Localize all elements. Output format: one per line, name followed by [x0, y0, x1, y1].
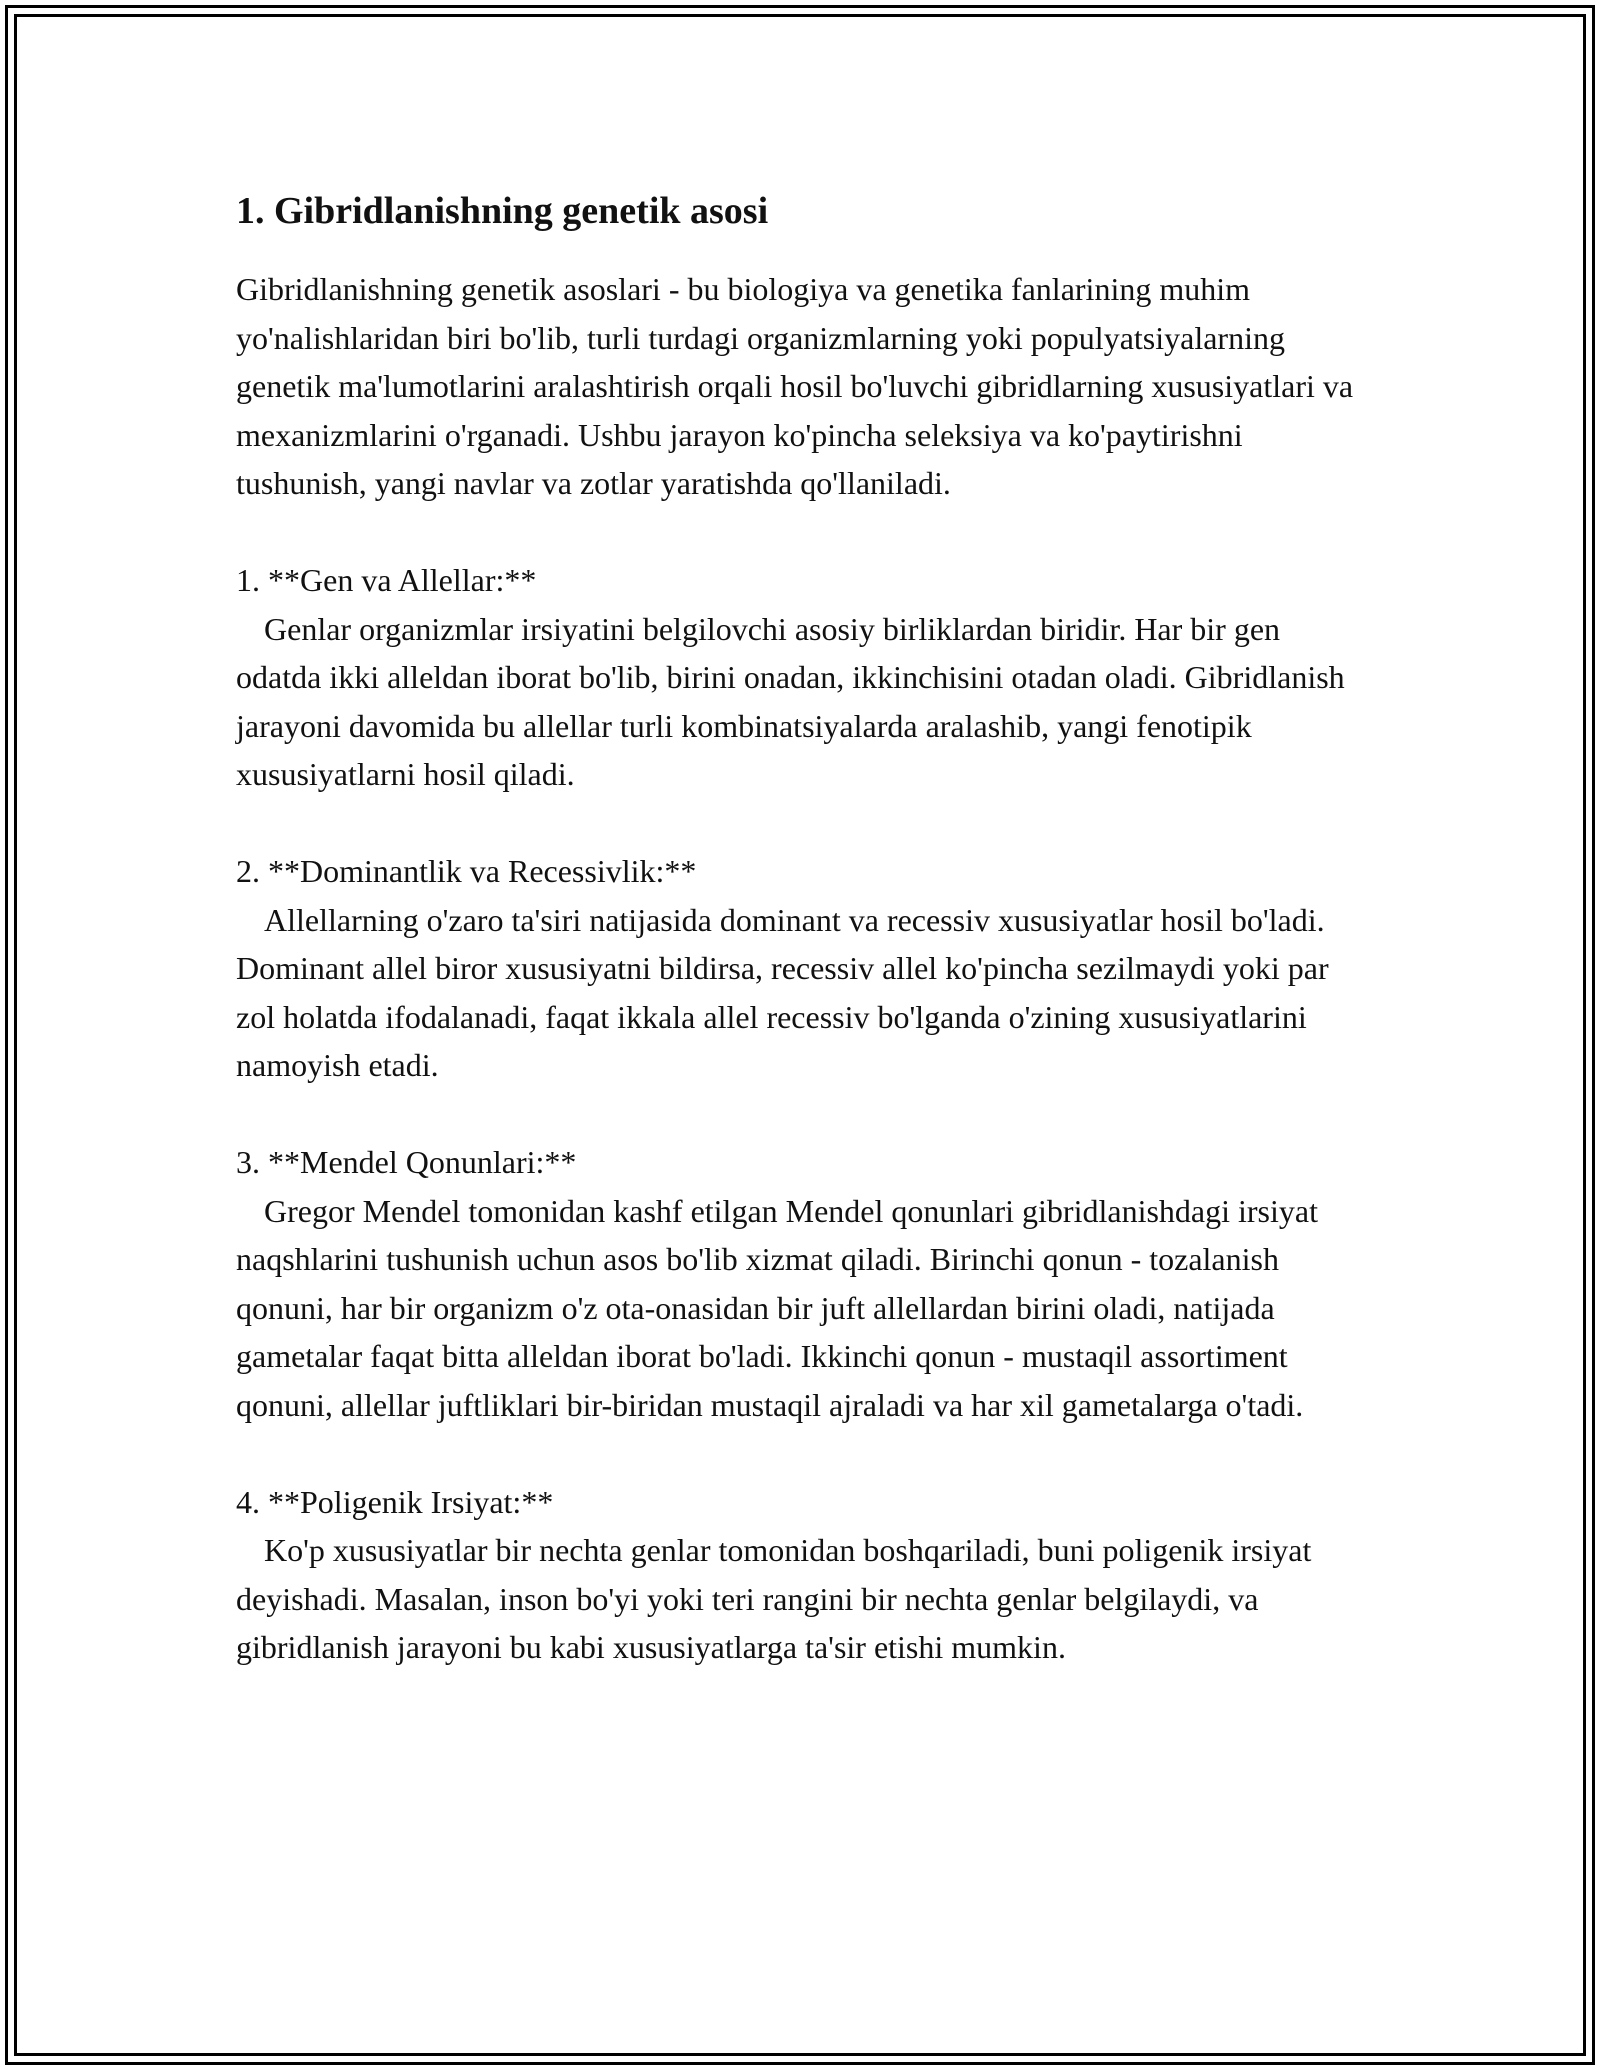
document-title: 1. Gibridlanishning genetik asosi [236, 190, 769, 232]
section-heading: 4. **Poligenik Irsiyat:** [236, 1483, 554, 1520]
section-mendel-qonunlari [236, 1138, 1366, 1429]
section-heading: 2. **Dominantlik va Recessivlik:** [236, 853, 697, 889]
document-body [236, 185, 1366, 1672]
section-dominantlik-va-recessivlik [236, 847, 1366, 1090]
section-poligenik-irsiyat [236, 1478, 1366, 1672]
section-body: Ko'p xususiyatlar bir nechta genlar tomonidan boshqariladi, buni poligenik irsiyat deyishadi. Masalan, inson bo'yi yoki teri rangini bir nechta genlar belgilaydi, va gibridlanish jarayoni bu kabi xususiyatlarga ta'sir etishi mumkin. [236, 1532, 1312, 1665]
section-body: Genlar organizmlar irsiyatini belgilovchi asosiy birliklardan biridir. Har bir gen odatda ikki alleldan iborat bo'lib, birini onadan, ikkinchisini otadan oladi. Gibridlanish jarayoni davomida bu allellar turli kombinatsiyalarda aralashib, yangi fenotipik xususiyatlarni hosil qiladi. [236, 610, 1345, 792]
intro-paragraph: Gibridlanishning genetik asoslari - bu biologiya va genetika fanlarining muhim yo'nalishlaridan biri bo'lib, turli turdagi organizmlarning yoki populyatsiyalarning genetik ma'lumotlarini aralashtirish orqali hosil bo'luvchi gibridlarning xususiyatlari va mexanizmlarini o'rganadi. Ushbu jarayon ko'pincha seleksiya va ko'paytirishni tushunish, yangi navlar va zotlar yaratishda qo'llaniladi. [236, 271, 1354, 501]
section-heading: 1. **Gen va Allellar:** [236, 562, 537, 598]
section-gen-va-allellar [236, 556, 1366, 799]
section-body: Gregor Mendel tomonidan kashf etilgan Mendel qonunlari gibridlanishdagi irsiyat naqshlarini tushunish uchun asos bo'lib xizmat qiladi. Birinchi qonun - tozalanish qonuni, har bir organizm o'z ota-onasidan bir juft allellardan birini oladi, natijada gametalar faqat bitta alleldan iborat bo'ladi. Ikkinchi qonun - mustaqil assortiment qonuni, allellar juftliklari bir-biridan mustaqil ajraladi va har xil gametalarga o'tadi. [236, 1192, 1318, 1423]
section-body: Allellarning o'zaro ta'siri natijasida dominant va recessiv xususiyatlar hosil bo'ladi. Dominant allel biror xususiyatni bildirsa, recessiv allel ko'pincha sezilmaydi yoki par zol holatda ifodalanadi, faqat ikkala allel recessiv bo'lganda o'zining xususiyatlarini namoyish etadi. [236, 901, 1329, 1083]
section-heading: 3. **Mendel Qonunlari:** [236, 1144, 577, 1180]
